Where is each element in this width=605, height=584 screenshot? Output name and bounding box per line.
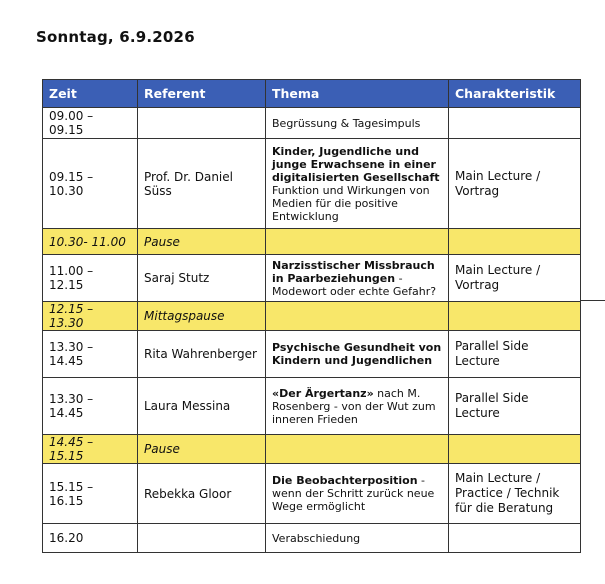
cell-topic [266, 331, 449, 378]
table-header-row [43, 80, 581, 108]
cell-type: Parallel Side Lecture [449, 378, 581, 435]
cell-topic [266, 435, 449, 464]
topic-bold: Kinder, Jugendliche und junge Erwachsene in einer digitalisierten Gesellschaft [272, 144, 440, 184]
topic-bold: Die Beobachterposition [272, 474, 418, 487]
cell-topic [266, 302, 449, 331]
table-row [43, 255, 581, 302]
topic-plain: Begrüssung & Tagesimpuls [272, 116, 421, 130]
cell-type [449, 108, 581, 139]
cell-type [449, 302, 581, 331]
cell-type: Main Lecture / Practice / Technik für die Beratung [449, 464, 581, 524]
cell-topic [266, 108, 449, 139]
table-row [43, 331, 581, 378]
cell-type: Main Lecture / Vortrag [449, 139, 581, 229]
table-row [43, 378, 581, 435]
cell-speaker: Rita Wahrenberger [138, 331, 266, 378]
cell-topic [266, 229, 449, 255]
table-row-pause [43, 229, 581, 255]
cell-speaker: Pause [138, 435, 266, 464]
cell-topic [266, 524, 449, 553]
cell-time: 16.20 [43, 524, 138, 553]
cell-speaker: Saraj Stutz [138, 255, 266, 302]
table-row [43, 524, 581, 553]
topic-bold: «Der Ärgertanz» [272, 386, 374, 400]
cell-speaker: Mittagspause [138, 302, 266, 331]
cell-time: 11.00 – 12.15 [43, 255, 138, 302]
cell-time: 15.15 – 16.15 [43, 464, 138, 524]
topic-plain: - Modewort oder echte Gefahr? [272, 271, 437, 298]
cell-topic [266, 139, 449, 229]
cell-time: 09.15 – 10.30 [43, 139, 138, 229]
cell-type [449, 435, 581, 464]
topic-plain: Funktion und Wirkungen von Medien für die positive Entwicklung [272, 183, 430, 223]
cell-time: 12.15 – 13.30 [43, 302, 138, 331]
header-topic: Thema [266, 80, 449, 108]
topic-bold: Narzisstischer Missbrauch in Paarbeziehungen [272, 258, 435, 285]
topic-plain: nach M. Rosenberg - von der Wut zum inneren Frieden [272, 386, 436, 426]
cell-type: Parallel Side Lecture [449, 331, 581, 378]
header-time: Zeit [43, 80, 138, 108]
table-row-pause [43, 302, 581, 331]
cell-speaker [138, 524, 266, 553]
cell-type [449, 524, 581, 553]
cell-time: 09.00 – 09.15 [43, 108, 138, 139]
cell-time: 14.45 – 15.15 [43, 435, 138, 464]
cell-topic [266, 378, 449, 435]
cell-type: Main Lecture / Vortrag [449, 255, 581, 302]
cell-speaker: Prof. Dr. Daniel Süss [138, 139, 266, 229]
cell-type [449, 229, 581, 255]
header-speaker: Referent [138, 80, 266, 108]
header-type: Charakteristik [449, 80, 581, 108]
cell-speaker [138, 108, 266, 139]
cell-time: 13.30 – 14.45 [43, 378, 138, 435]
cell-topic [266, 464, 449, 524]
stray-rule-line [580, 300, 605, 301]
topic-bold: Psychische Gesundheit von Kindern und Jugendlichen [272, 341, 442, 367]
cell-time: 10.30- 11.00 [43, 229, 138, 255]
table-row [43, 464, 581, 524]
cell-time: 13.30 – 14.45 [43, 331, 138, 378]
cell-speaker: Pause [138, 229, 266, 255]
table-row [43, 108, 581, 139]
topic-plain: Verabschiedung [272, 531, 361, 545]
cell-speaker: Laura Messina [138, 378, 266, 435]
page-title: Sonntag, 6.9.2026 [36, 28, 195, 46]
table-row-pause [43, 435, 581, 464]
cell-speaker: Rebekka Gloor [138, 464, 266, 524]
schedule-table [42, 79, 581, 553]
table-row [43, 139, 581, 229]
topic-plain: - wenn der Schritt zurück neue Wege ermöglicht [272, 474, 435, 513]
cell-topic [266, 255, 449, 302]
